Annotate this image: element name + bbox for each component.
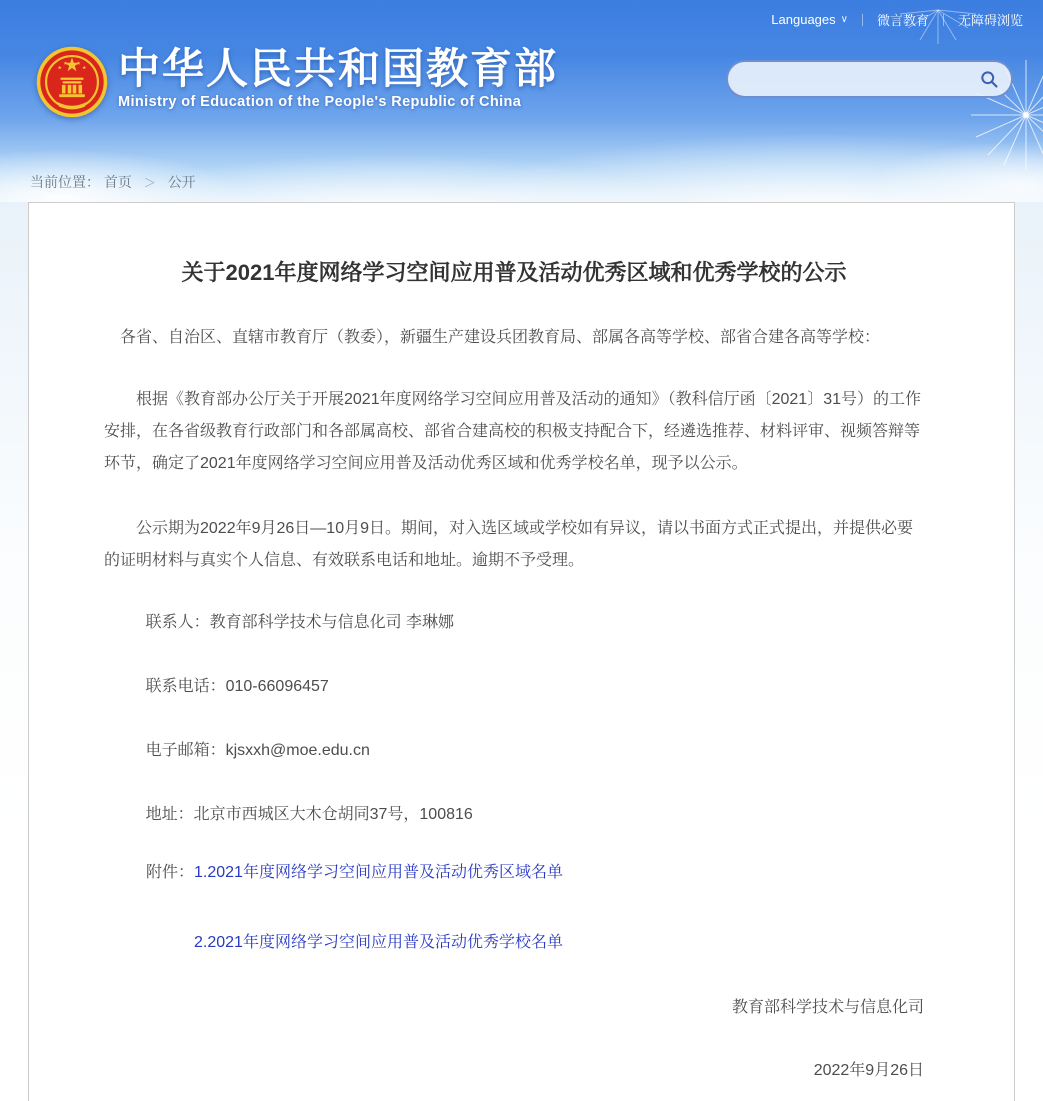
search-button[interactable] [975,65,1003,93]
dandelion-decoration-small [893,0,983,60]
contact-phone-line: 联系电话：010-66096457 [145,678,329,695]
topbar-divider [862,14,863,26]
attachment-line-2 [104,927,924,959]
topbar-link-weiyan-jiaoyu[interactable]: 微言教育 [876,13,929,28]
breadcrumb-separator: ＞ [143,176,156,190]
announcement-document [28,202,1015,1101]
breadcrumb-home[interactable]: 首页 [103,174,132,190]
site-brand[interactable] [36,46,558,118]
contact-address-line: 地址：北京市西城区大木仓胡同37号，100816 [145,806,473,823]
site-title: 中华人民共和国教育部 [118,45,559,92]
chevron-down-icon: ∨ [840,14,848,25]
site-header [0,0,1043,202]
document-date: 2022年9月26日 [813,1062,924,1079]
topbar [771,10,1023,29]
search-icon [979,69,999,89]
contact-email-line: 电子邮箱：kjsxxh@moe.edu.cn [145,742,370,759]
main-area [0,202,1043,1101]
site-subtitle: Ministry of Education of the People's Republic of China [118,94,522,110]
search-box [726,60,1013,98]
search-input[interactable] [744,64,975,94]
breadcrumb [30,172,196,192]
document-signature: 教育部科学技术与信息化司 [731,999,924,1016]
topbar-link-accessibility[interactable]: 无障碍浏览 [957,13,1023,28]
contact-person-line: 联系人：教育部科学技术与信息化司 李琳娜 [145,614,455,631]
body-paragraph-1: 根据《教育部办公厅关于开展2021年度网络学习空间应用普及活动的通知》（教科信厅函〔2021〕31号）的工作安排，在各省级教育行政部门和各部属高校、部省合建高校的积极支持配合下，经遴选推荐、材料评审、视频答辩等环节，确定了2021年度网络学习空间应用普及活动优秀区域和优秀学校名单，现予以公示。 [104,391,921,472]
salutation-paragraph: 各省、自治区、直辖市教育厅（教委），新疆生产建设兵团教育局、部属各高等学校、部省合建各高等学校： [120,329,881,346]
breadcrumb-label: 当前位置： [30,174,100,190]
brand-text [118,46,558,110]
languages-label: Languages [771,12,836,27]
breadcrumb-gongkai[interactable]: 公开 [167,174,196,190]
attachments-label: 附件： [146,864,195,881]
languages-menu[interactable] [771,12,848,27]
body-paragraph-2: 公示期为2022年9月26日—10月9日。期间，对入选区域或学校如有异议，请以书面方式正式提出，并提供必要的证明材料与真实个人信息、有效联系电话和地址。逾期不予受理。 [104,520,913,569]
attachment-link-regions[interactable]: 1.2021年度网络学习空间应用普及活动优秀区域名单 [194,864,563,881]
attachment-link-schools[interactable]: 2.2021年度网络学习空间应用普及活动优秀学校名单 [194,934,563,951]
document-title: 关于2021年度网络学习空间应用普及活动优秀区域和优秀学校的公示 [181,260,847,285]
national-emblem-logo [36,46,108,118]
topbar-divider [943,14,944,26]
attachment-line-1 [104,857,924,889]
